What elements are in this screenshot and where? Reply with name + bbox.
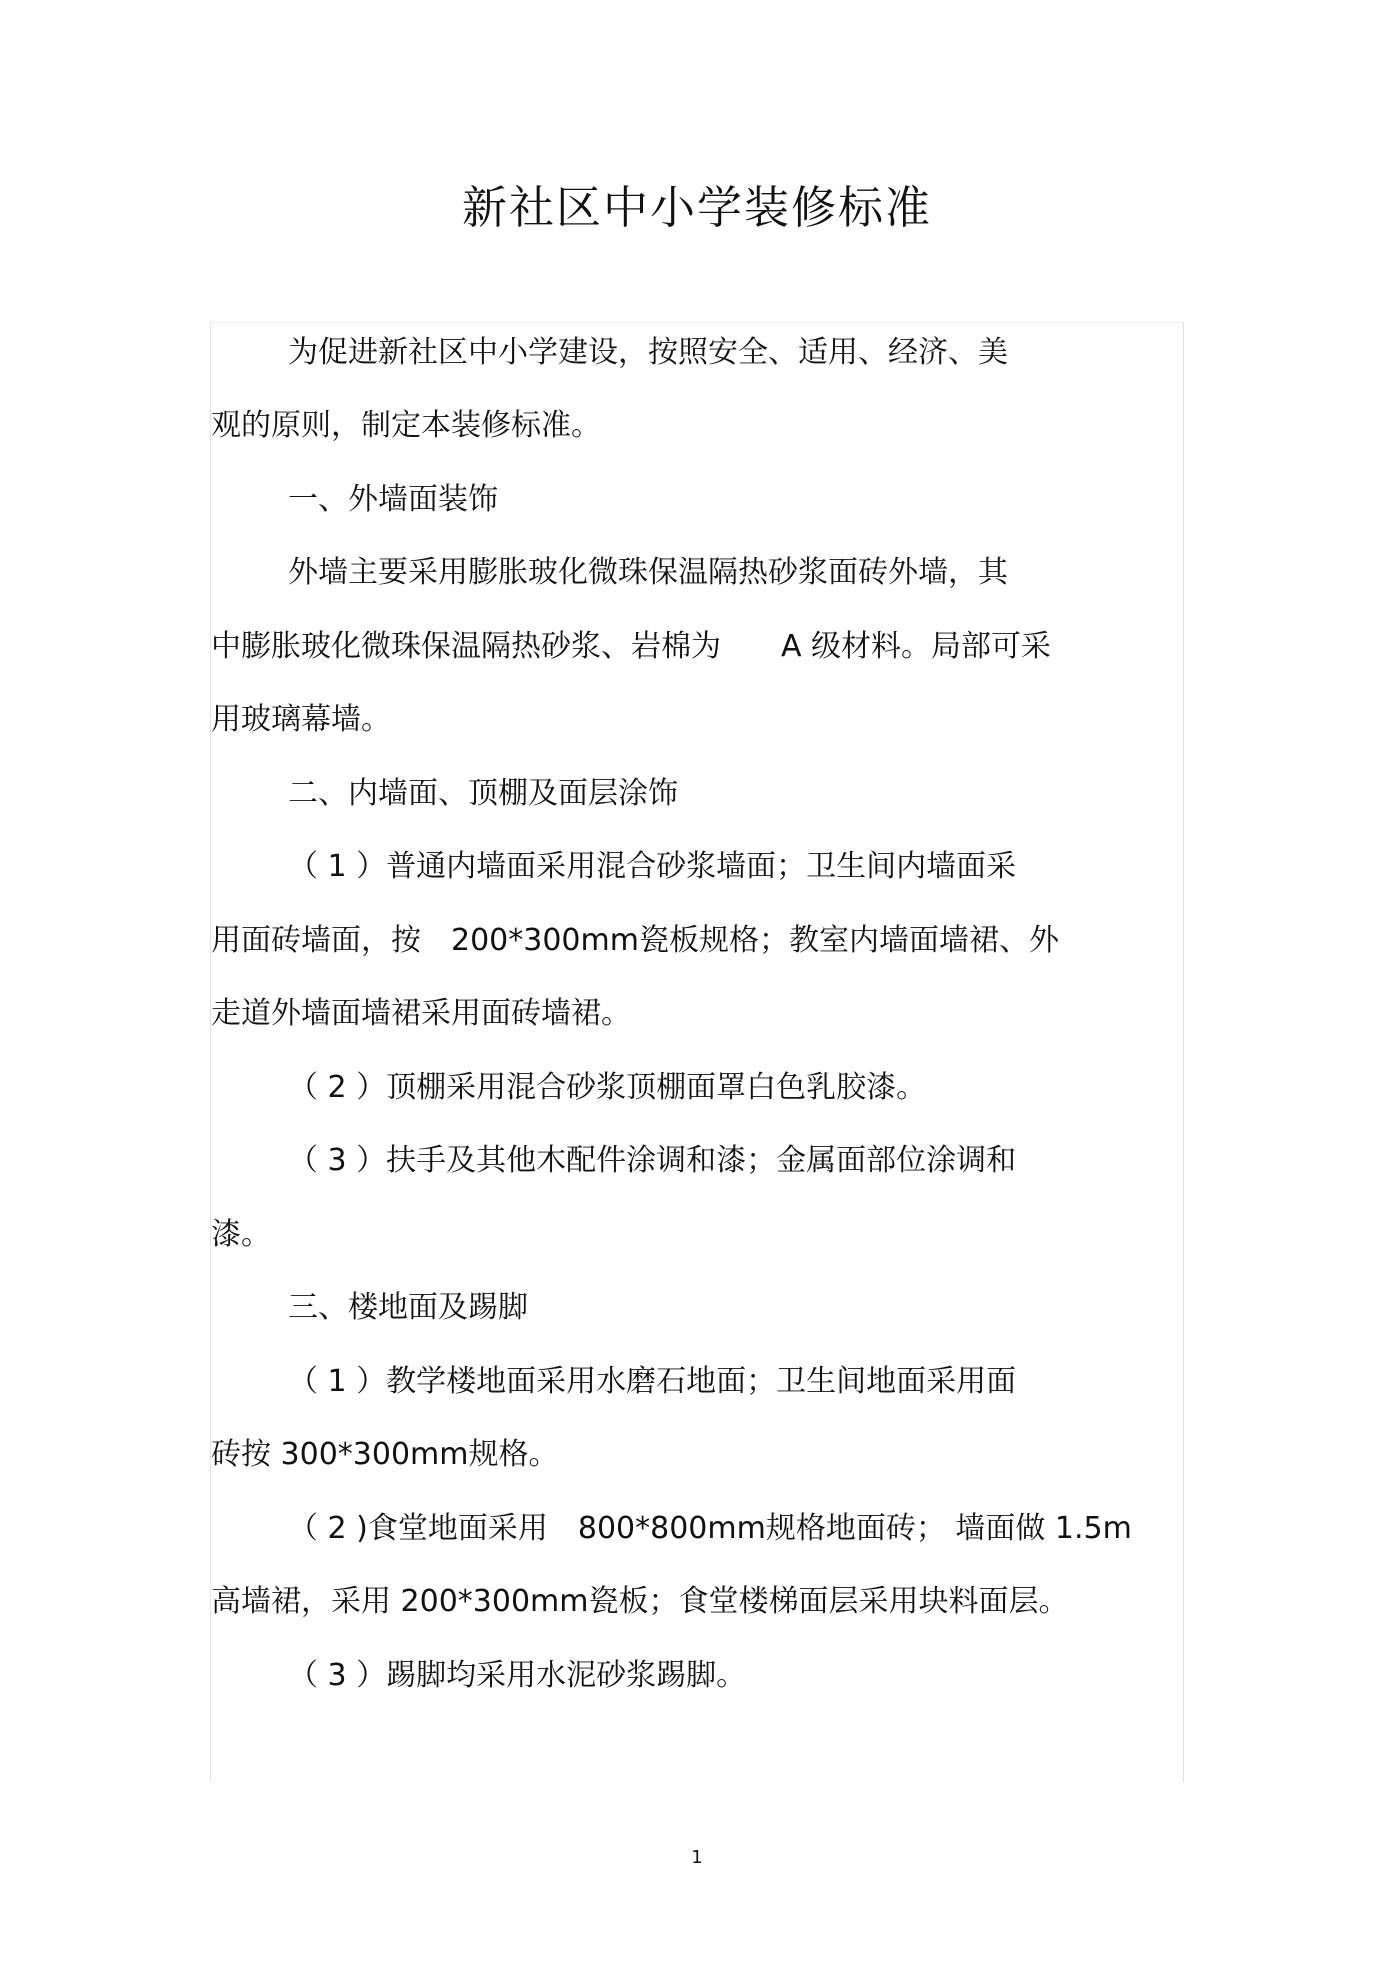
paragraph-line: （ 2 )食堂地面采用 800*800mm规格地面砖； 墙面做 1.5m [288, 1511, 1132, 1546]
paragraph-line: 高墙裙，采用 200*300mm瓷板；食堂楼梯面层采用块料面层。 [211, 1584, 1069, 1619]
section-heading-exterior-wall: 一、外墙面装饰 [288, 482, 498, 517]
paragraph-line: 用玻璃幕墙。 [211, 702, 391, 737]
paragraph-line: 漆。 [211, 1217, 271, 1252]
paragraph-line: 外墙主要采用膨胀玻化微珠保温隔热砂浆面砖外墙，其 [288, 555, 1008, 590]
section-heading-interior-wall: 二、内墙面、顶棚及面层涂饰 [288, 776, 678, 811]
paragraph-line: 用面砖墙面，按 200*300mm瓷板规格；教室内墙面墙裙、外 [211, 923, 1059, 958]
page-number: 1 [691, 1847, 703, 1868]
paragraph-line: 中膨胀玻化微珠保温隔热砂浆、岩棉为 A 级材料。局部可采 [211, 629, 1052, 664]
paragraph-line: （ 2 ）顶棚采用混合砂浆顶棚面罩白色乳胶漆。 [288, 1070, 927, 1105]
paragraph-line: （ 3 ）扶手及其他木配件涂调和漆；金属面部位涂调和 [288, 1143, 1017, 1178]
section-heading-floor: 三、楼地面及踢脚 [288, 1290, 528, 1325]
paragraph-line: （ 1 ）教学楼地面采用水磨石地面；卫生间地面采用面 [288, 1364, 1017, 1399]
content-frame [210, 322, 1184, 1782]
paragraph-line: 为促进新社区中小学建设，按照安全、适用、经济、美 [288, 335, 1008, 370]
paragraph-line: 砖按 300*300mm规格。 [211, 1437, 559, 1472]
page-title: 新社区中小学装修标准 [461, 181, 932, 234]
paragraph-line: 观的原则，制定本装修标准。 [211, 408, 601, 443]
paragraph-line: （ 1 ）普通内墙面采用混合砂浆墙面；卫生间内墙面采 [288, 849, 1017, 884]
paragraph-line: 走道外墙面墙裙采用面砖墙裙。 [211, 996, 631, 1031]
paragraph-line: （ 3 ）踢脚均采用水泥砂浆踢脚。 [288, 1658, 747, 1693]
